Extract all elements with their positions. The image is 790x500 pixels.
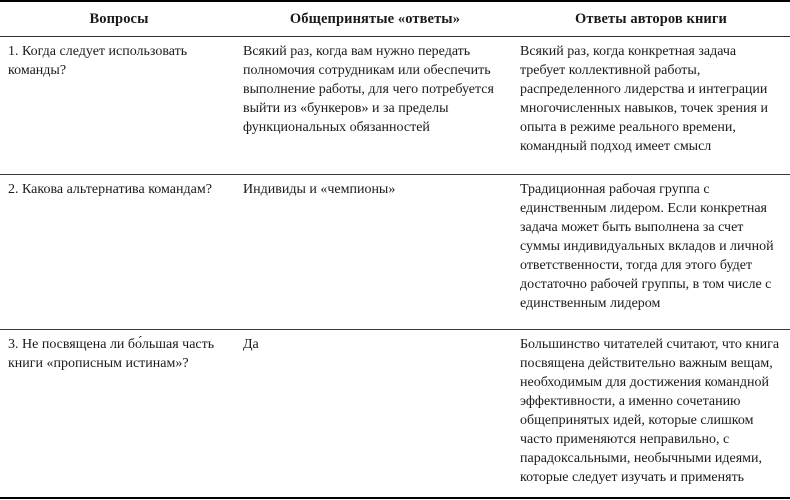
common-answer-cell: Индивиды и «чемпионы»: [238, 175, 512, 330]
question-cell: 3. Не посвящена ли бо́льшая часть книги «прописным истинам»?: [8, 337, 215, 371]
table-row: [0, 37, 790, 175]
column-header-authors-answers: Ответы авторов книги: [512, 1, 790, 37]
common-answer-cell: Всякий раз, когда вам нужно передать полномочия сотрудникам или обеспечить выполнение работы, для чего потребуется выйти из «бункеров» и за пределы функциональных обязанностей: [238, 37, 512, 175]
header-row: [0, 1, 790, 37]
column-header-questions: Вопросы: [0, 1, 238, 37]
question-cell: 2. Какова альтернатива командам?: [0, 175, 238, 330]
table-row: [0, 330, 790, 498]
common-answer-cell: Да: [243, 337, 259, 352]
table-row: [0, 175, 790, 330]
authors-answer-cell: Традиционная рабочая группа с единственным лидером. Если конкретная задача может быть выполнена за счет суммы индивидуальных вкладов и личной ответственности, тогда для этого будет достаточно рабочей группы, в том числе с единственным лидером: [512, 175, 790, 330]
question-cell: 1. Когда следует использовать команды?: [0, 37, 238, 175]
table-header: [0, 1, 790, 37]
authors-answer-cell: Большинство читателей считают, что книга посвящена действительно важным вещам, необходимым для достижения командной эффективности, а именно сочетанию общепринятых идей, которые слишком часто применяются неправильно, с парадоксальными, необычными идеями, которые следует изучать и применять: [520, 337, 780, 485]
column-header-common-answers: Общепринятые «ответы»: [238, 1, 512, 37]
authors-answer-cell: Всякий раз, когда конкретная задача требует коллективной работы, распределенного лидерства и интеграции многочисленных навыков, точек зрения и опыта в режиме реального времени, командный подход имеет смысл: [512, 37, 790, 175]
table-body: [0, 37, 790, 498]
